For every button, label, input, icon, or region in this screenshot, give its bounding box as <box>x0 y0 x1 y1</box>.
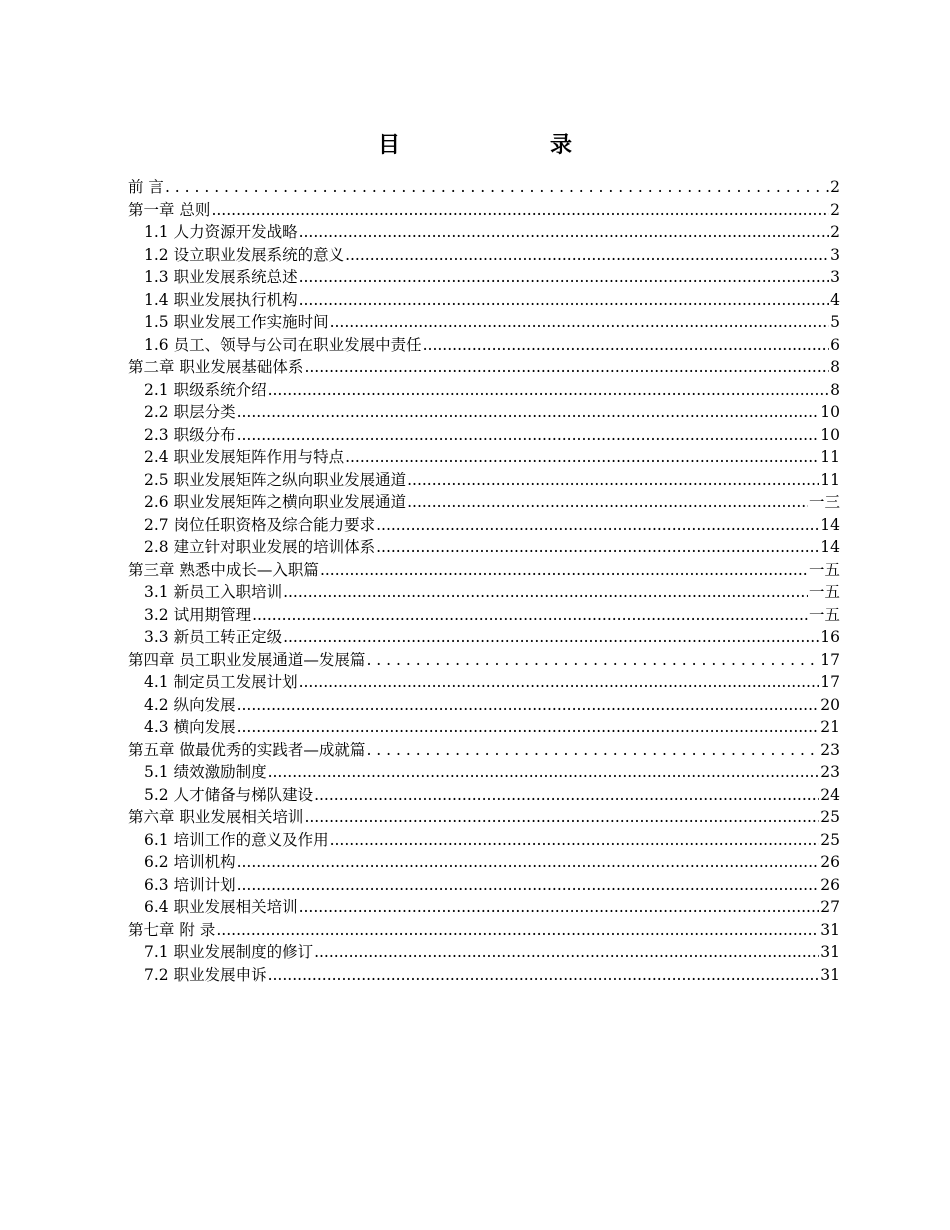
toc-entry[interactable] <box>128 739 840 762</box>
toc-leader <box>237 874 820 897</box>
toc-entry-page: 2 <box>830 223 840 241</box>
toc-leader <box>165 176 829 199</box>
toc-entry-page: 11 <box>820 470 840 489</box>
toc-entry-label: 3.3 新员工转正定级 <box>144 628 283 646</box>
toc-entry-page: 27 <box>820 898 840 916</box>
toc-leader <box>299 221 830 244</box>
toc-entry[interactable] <box>128 919 840 942</box>
toc-entry-label: 1.1 人力资源开发战略 <box>144 223 298 241</box>
toc-entry-page: 5 <box>830 313 840 331</box>
toc-entry-label: 5.1 绩效激励制度 <box>144 763 267 781</box>
toc-entry-label: 5.2 人才储备与梯队建设 <box>144 785 314 804</box>
toc-leader <box>345 244 829 267</box>
toc-entry[interactable] <box>128 806 840 829</box>
toc-entry-label: 2.6 职业发展矩阵之横向职业发展通道 <box>144 493 407 511</box>
toc-entry-page: 25 <box>820 808 840 826</box>
toc-entry-label: 2.4 职业发展矩阵作用与特点 <box>144 448 345 466</box>
toc-entry[interactable] <box>128 941 840 964</box>
toc-entry-label: 第四章 员工职业发展通道—发展篇 <box>128 650 366 669</box>
toc-entry-label: 3.1 新员工入职培训 <box>144 583 283 601</box>
toc-entry[interactable] <box>128 581 840 604</box>
toc-entry-page: 31 <box>820 965 840 984</box>
toc-entry[interactable] <box>128 266 840 289</box>
toc-leader <box>304 806 819 829</box>
toc-leader <box>237 401 820 424</box>
toc-entry-label: 第二章 职业发展基础体系 <box>128 358 304 376</box>
toc-leader <box>366 739 819 762</box>
toc-entry[interactable] <box>128 536 840 559</box>
toc-leader <box>237 424 820 447</box>
toc-leader <box>299 671 820 694</box>
toc-leader <box>320 559 808 582</box>
toc-entry-label: 第一章 总则 <box>128 200 211 219</box>
toc-leader <box>314 941 819 964</box>
toc-entry-label: 6.1 培训工作的意义及作用 <box>144 830 329 849</box>
toc-entry[interactable] <box>128 221 840 244</box>
toc-entry-label: 2.7 岗位任职资格及综合能力要求 <box>144 515 376 534</box>
toc-entry-label: 7.1 职业发展制度的修订 <box>144 943 314 961</box>
toc-entry-label: 2.5 职业发展矩阵之纵向职业发展通道 <box>144 470 407 489</box>
toc-entry[interactable] <box>128 716 840 739</box>
toc-entry-label: 1.6 员工、领导与公司在职业发展中责任 <box>144 335 422 354</box>
toc-entry-label: 6.3 培训计划 <box>144 875 236 894</box>
toc-leader <box>268 761 820 784</box>
toc-entry-page: 24 <box>820 785 840 804</box>
toc-entry[interactable] <box>128 491 840 514</box>
toc-leader <box>252 604 808 627</box>
toc-leader <box>330 829 820 852</box>
toc-entry[interactable] <box>128 604 840 627</box>
toc-entry-label: 第五章 做最优秀的实践者—成就篇 <box>128 740 366 759</box>
toc-entry-label: 前 言 <box>128 178 164 196</box>
toc-entry-page: 8 <box>830 380 840 399</box>
toc-entry[interactable] <box>128 851 840 874</box>
toc-entry-label: 1.5 职业发展工作实施时间 <box>144 313 329 331</box>
toc-entry-page: 3 <box>830 245 840 264</box>
toc-entry-page: 6 <box>830 335 840 354</box>
toc-leader <box>330 311 830 334</box>
toc-entry-page: 31 <box>820 943 840 961</box>
toc-leader <box>314 784 819 807</box>
toc-leader <box>237 694 820 717</box>
toc-leader <box>268 379 830 402</box>
toc-entry-page: 23 <box>820 763 840 781</box>
toc-entry-label: 4.3 横向发展 <box>144 718 236 736</box>
toc-entry-page: 26 <box>820 875 840 894</box>
toc-entry-label: 3.2 试用期管理 <box>144 605 252 624</box>
toc-entry[interactable] <box>128 334 840 357</box>
toc-leader <box>376 536 819 559</box>
toc-entry[interactable] <box>128 379 840 402</box>
toc-entry-page: 31 <box>820 920 840 939</box>
toc-entry[interactable] <box>128 671 840 694</box>
toc-entry-page: 10 <box>820 425 840 444</box>
toc-entry-page: 一五 <box>808 583 840 601</box>
toc-leader <box>376 514 819 537</box>
toc-title-left: 目 <box>377 133 400 158</box>
toc-leader <box>211 199 829 222</box>
toc-leader <box>237 851 820 874</box>
toc-leader <box>299 896 820 919</box>
toc-entry[interactable] <box>128 446 840 469</box>
toc-leader <box>366 649 819 672</box>
toc-entry-label: 2.3 职级分布 <box>144 425 236 444</box>
toc-entry-page: 一五 <box>808 605 840 624</box>
toc-entry[interactable] <box>128 559 840 582</box>
toc-entry[interactable] <box>128 311 840 334</box>
toc-entry-page: 17 <box>820 673 840 691</box>
toc-entry-page: 3 <box>830 268 840 286</box>
toc-entry-page: 一三 <box>808 493 840 511</box>
toc-entry-label: 第六章 职业发展相关培训 <box>128 808 304 826</box>
toc-entry-label: 4.2 纵向发展 <box>144 695 236 714</box>
toc-entry-page: 10 <box>820 403 840 421</box>
toc-entry-page: 21 <box>820 718 840 736</box>
toc-leader <box>423 334 830 357</box>
toc-entry-page: 17 <box>820 650 840 669</box>
toc-leader <box>216 919 819 942</box>
toc-entry[interactable] <box>128 694 840 717</box>
toc-title <box>0 128 950 159</box>
toc-entry[interactable] <box>128 289 840 312</box>
toc-entry[interactable] <box>128 761 840 784</box>
toc-entry-page: 2 <box>830 178 840 196</box>
toc-entry[interactable] <box>128 964 840 987</box>
toc-entry-page: 16 <box>820 628 840 646</box>
toc-entry-label: 1.2 设立职业发展系统的意义 <box>144 245 345 264</box>
toc-leader <box>283 581 808 604</box>
toc-entry-page: 11 <box>820 448 840 466</box>
toc-entry[interactable] <box>128 896 840 919</box>
toc-entry[interactable] <box>128 244 840 267</box>
toc-entry-label: 1.4 职业发展执行机构 <box>144 290 298 309</box>
toc-leader <box>283 626 819 649</box>
toc-entry[interactable] <box>128 401 840 424</box>
toc-leader <box>237 716 820 739</box>
toc-entry[interactable] <box>128 784 840 807</box>
toc-entry-page: 23 <box>820 740 840 759</box>
toc-entry[interactable] <box>128 469 840 492</box>
toc-entry-label: 6.2 培训机构 <box>144 853 236 871</box>
toc-entry-page: 20 <box>820 695 840 714</box>
toc-leader <box>304 356 829 379</box>
toc-leader <box>268 964 820 987</box>
toc-entry[interactable] <box>128 649 840 672</box>
table-of-contents <box>128 176 840 986</box>
toc-entry[interactable] <box>128 514 840 537</box>
toc-entry[interactable] <box>128 874 840 897</box>
toc-entry[interactable] <box>128 176 840 199</box>
toc-entry-label: 2.1 职级系统介绍 <box>144 380 267 399</box>
toc-entry-label: 2.2 职层分类 <box>144 403 236 421</box>
toc-entry-label: 第三章 熟悉中成长—入职篇 <box>128 560 319 579</box>
toc-entry[interactable] <box>128 424 840 447</box>
toc-leader <box>345 446 819 469</box>
toc-entry-page: 14 <box>820 515 840 534</box>
toc-entry-page: 4 <box>830 290 840 309</box>
toc-entry[interactable] <box>128 829 840 852</box>
toc-entry-label: 4.1 制定员工发展计划 <box>144 673 298 691</box>
toc-entry-label: 6.4 职业发展相关培训 <box>144 898 298 916</box>
toc-entry[interactable] <box>128 199 840 222</box>
toc-leader <box>299 266 830 289</box>
toc-leader <box>407 491 808 514</box>
toc-entry[interactable] <box>128 626 840 649</box>
toc-leader <box>299 289 830 312</box>
toc-leader <box>407 469 819 492</box>
toc-entry-page: 一五 <box>808 560 840 579</box>
toc-entry-label: 2.8 建立针对职业发展的培训体系 <box>144 538 376 556</box>
toc-entry[interactable] <box>128 356 840 379</box>
toc-title-right: 录 <box>550 133 573 158</box>
toc-entry-label: 第七章 附 录 <box>128 920 216 939</box>
toc-entry-page: 14 <box>820 538 840 556</box>
toc-entry-page: 26 <box>820 853 840 871</box>
toc-entry-label: 1.3 职业发展系统总述 <box>144 268 298 286</box>
toc-entry-page: 2 <box>830 200 840 219</box>
toc-entry-page: 8 <box>830 358 840 376</box>
toc-entry-label: 7.2 职业发展申诉 <box>144 965 267 984</box>
toc-entry-page: 25 <box>820 830 840 849</box>
